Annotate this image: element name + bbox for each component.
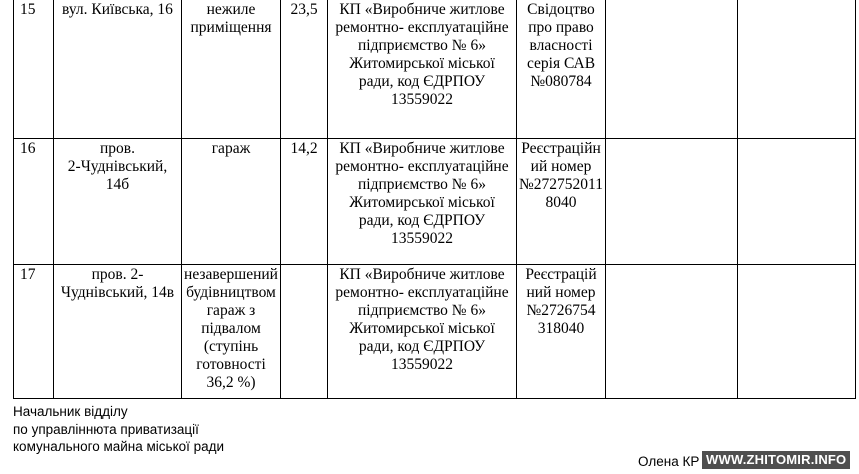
empty-cell (606, 265, 738, 399)
holder-cell: КП «Виробниче житлове ремонтно- експлуатаційне підприємство № 6» Житомирської міської ради, код ЄДРПОУ 13559022 (328, 139, 517, 265)
row-number: 16 (14, 139, 54, 265)
signer-position-line-3: комунального майна міської ради (13, 439, 225, 454)
row-number: 15 (14, 0, 54, 139)
empty-cell (738, 139, 856, 265)
empty-cell (606, 0, 738, 139)
property-type-cell: незавершений будівництвом гараж з підвалом (ступінь готовності 36,2 %) (182, 265, 281, 399)
signer-position-line-1: Начальник відділу (13, 404, 128, 419)
document-cell: Реєстраційн ий номер №272752011 8040 (517, 139, 606, 265)
signer-position-line-2: по управліннюта приватизації (13, 421, 199, 437)
empty-cell (606, 139, 738, 265)
site-watermark: WWW.ZHITOMIR.INFO (702, 451, 850, 469)
property-type-cell: гараж (182, 139, 281, 265)
empty-cell (738, 265, 856, 399)
area-cell: 23,5 (281, 0, 328, 139)
address-cell: пров. 2- Чуднівський, 14в (54, 265, 182, 399)
address-cell: пров. 2-Чуднівський, 14б (54, 139, 182, 265)
table-row (14, 139, 856, 265)
holder-cell: КП «Виробниче житлове ремонтно- експлуатаційне підприємство № 6» Житомирської міської ради, код ЄДРПОУ 13559022 (328, 265, 517, 399)
property-type-cell: нежиле приміщення (182, 0, 281, 139)
document-cell: Свідоцтво про право власності серія САВ №080784 (517, 0, 606, 139)
document-cell: Реєстрацій ний номер №2726754 318040 (517, 265, 606, 399)
table-row (14, 0, 856, 139)
address-cell: вул. Київська, 16 (54, 0, 182, 139)
row-number: 17 (14, 265, 54, 399)
table-row (14, 265, 856, 399)
property-table (13, 0, 856, 399)
signer-name: Олена КР (638, 454, 700, 469)
area-cell (281, 265, 328, 399)
area-cell: 14,2 (281, 139, 328, 265)
empty-cell (738, 0, 856, 139)
holder-cell: КП «Виробниче житлове ремонтно- експлуатаційне підприємство № 6» Житомирської міської ради, код ЄДРПОУ 13559022 (328, 0, 517, 139)
signature-block (13, 403, 224, 456)
